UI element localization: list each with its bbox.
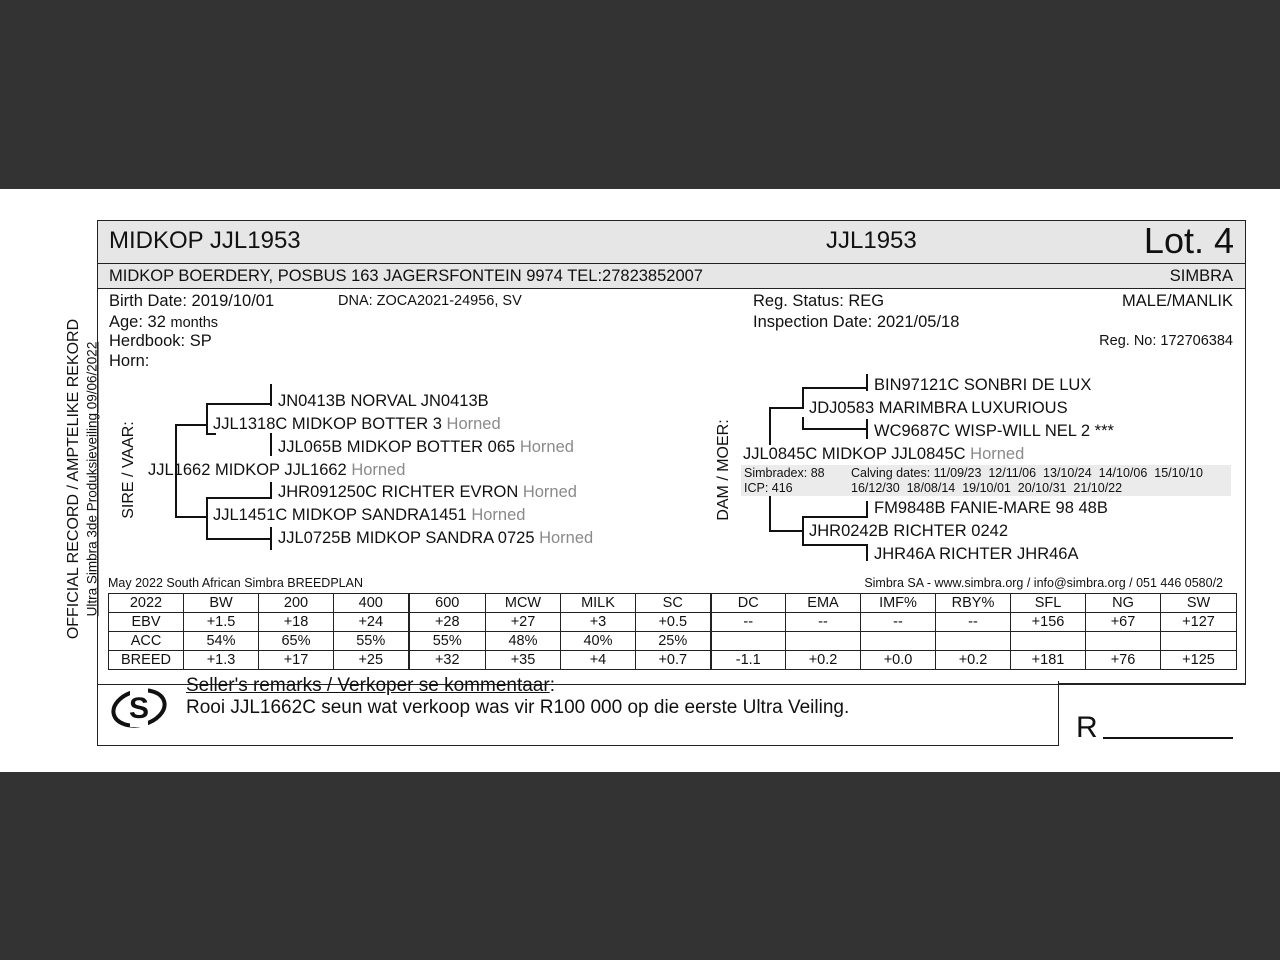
inspection-date: Inspection Date: 2021/05/18: [753, 313, 960, 331]
sds-name: JHR091250C RICHTER EVRON: [278, 483, 519, 501]
ebv-cell: +0.2: [936, 651, 1011, 670]
reg-status: Reg. Status: REG: [753, 292, 885, 310]
age-value: 32: [147, 313, 166, 331]
dam-name: JJL0845C MIDKOP JJL0845C: [743, 445, 966, 463]
sdd-name: JJL0725B MIDKOP SANDRA 0725: [278, 529, 535, 547]
ebv-cell: +67: [1086, 613, 1161, 632]
ebv-header-cell: 200: [259, 594, 334, 613]
ebv-row: [109, 651, 1237, 670]
ebv-cell: -1.1: [711, 651, 786, 670]
ss-horn: Horned: [446, 415, 501, 433]
sdd-horn: Horned: [539, 529, 594, 547]
ebv-cell: +25: [334, 651, 409, 670]
lot-number: Lot. 4: [1143, 220, 1234, 261]
pedigree-dd: JHR0242B RICHTER 0242: [809, 522, 1008, 540]
pedigree-sdd: [278, 529, 593, 548]
contact-caption: Simbra SA - www.simbra.org / info@simbra.org / 051 446 0580/2: [864, 576, 1223, 590]
age-label: Age:: [109, 313, 143, 331]
ebv-cell: +3: [561, 613, 636, 632]
price-symbol: R: [1076, 711, 1098, 744]
ebv-cell: +127: [1161, 613, 1237, 632]
ss-name: JJL1318C MIDKOP BOTTER 3: [213, 415, 442, 433]
ebv-cell: [936, 632, 1011, 651]
pedigree-ssd: [278, 438, 574, 457]
birth-date: [109, 292, 274, 311]
pedigree-sire: [148, 461, 405, 480]
ebv-header-cell: SW: [1161, 594, 1237, 613]
sire-name: JJL1662 MIDKOP JJL1662: [148, 461, 347, 479]
dna-info: DNA: ZOCA2021-24956, SV: [338, 293, 522, 309]
ebv-cell: +18: [259, 613, 334, 632]
ebv-cell: BREED: [109, 651, 184, 670]
ebv-cell: +1.5: [184, 613, 259, 632]
ebv-cell: +0.2: [786, 651, 861, 670]
ebv-cell: +76: [1086, 651, 1161, 670]
herdbook: Herdbook: SP: [109, 332, 212, 350]
ebv-header-row: [109, 594, 1237, 613]
pedigree-dsd: WC9687C WISP-WILL NEL 2 ***: [874, 422, 1114, 440]
ebv-cell: 48%: [486, 632, 561, 651]
ebv-row: [109, 632, 1237, 651]
ebv-cell: --: [936, 613, 1011, 632]
sd-horn: Horned: [471, 506, 526, 524]
simbra-logo: [110, 685, 168, 729]
animal-code: JJL1953: [826, 227, 917, 254]
ebv-cell: --: [861, 613, 936, 632]
ebv-header-cell: EMA: [786, 594, 861, 613]
horn-status: Horn:: [109, 352, 150, 370]
remarks-text: Rooi JJL1662C seun wat verkoop was vir R100 000 op die eerste Ultra Veiling.: [186, 697, 850, 718]
ebv-header-cell: MCW: [486, 594, 561, 613]
simbradex: Simbradex: 88: [744, 466, 825, 480]
ebv-cell: 55%: [334, 632, 409, 651]
logo-letter: S: [128, 692, 150, 725]
dam-label: DAM / MOER:: [715, 419, 732, 521]
official-record-label: OFFICIAL RECORD / AMPTELIKE REKORD: [65, 318, 82, 640]
remarks-colon: :: [549, 675, 555, 696]
breedplan-caption: May 2022 South African Simbra BREEDPLAN: [108, 576, 363, 590]
pedigree-sss: JN0413B NORVAL JN0413B: [278, 392, 489, 410]
ebv-header-cell: MILK: [561, 594, 636, 613]
ebv-cell: +156: [1011, 613, 1086, 632]
ebv-header-cell: SFL: [1011, 594, 1086, 613]
ebv-cell: 55%: [409, 632, 486, 651]
ebv-cell: 40%: [561, 632, 636, 651]
ebv-header-cell: 400: [334, 594, 409, 613]
pedigree-dds: FM9848B FANIE-MARE 98 48B: [874, 499, 1108, 517]
ebv-header-cell: SC: [636, 594, 711, 613]
ebv-header-cell: 600: [409, 594, 486, 613]
ebv-cell: +0.0: [861, 651, 936, 670]
ebv-cell: 25%: [636, 632, 711, 651]
ebv-cell: [786, 632, 861, 651]
pedigree-sds: [278, 483, 577, 502]
sds-horn: Horned: [522, 483, 577, 501]
breed-name: SIMBRA: [1169, 267, 1233, 285]
calving-dates-2: 16/12/30 18/08/14 19/10/01 20/10/31 21/10/22: [851, 481, 1123, 495]
ebv-cell: +27: [486, 613, 561, 632]
birth-label: Birth Date:: [109, 292, 187, 310]
ebv-cell: +4: [561, 651, 636, 670]
ebv-cell: 65%: [259, 632, 334, 651]
pedigree-sd: [213, 506, 525, 525]
remarks-title: [186, 675, 555, 697]
ebv-header-cell: NG: [1086, 594, 1161, 613]
age: [109, 313, 218, 332]
breeder-line: MIDKOP BOERDERY, POSBUS 163 JAGERSFONTEIN 9974 TEL:27823852007: [109, 267, 703, 285]
ebv-cell: 54%: [184, 632, 259, 651]
sire-label: SIRE / VAAR:: [120, 421, 137, 519]
ebv-cell: +35: [486, 651, 561, 670]
ebv-header-cell: DC: [711, 594, 786, 613]
ebv-cell: [1011, 632, 1086, 651]
ebv-header-cell: BW: [184, 594, 259, 613]
ebv-cell: EBV: [109, 613, 184, 632]
ebv-header-cell: RBY%: [936, 594, 1011, 613]
ebv-table: [108, 593, 1237, 670]
ssd-horn: Horned: [519, 438, 574, 456]
ebv-cell: [861, 632, 936, 651]
catalog-sheet: [0, 189, 1280, 772]
remarks-title-text: Seller's remarks / Verkoper se kommentaar: [186, 675, 550, 696]
sire-horn: Horned: [351, 461, 406, 479]
ebv-cell: +125: [1161, 651, 1237, 670]
ebv-cell: --: [786, 613, 861, 632]
price-frame: [1058, 683, 1246, 684]
pedigree-ds: JDJ0583 MARIMBRA LUXURIOUS: [809, 399, 1068, 417]
ebv-cell: --: [711, 613, 786, 632]
animal-name: MIDKOP JJL1953: [109, 227, 301, 254]
birth-value: 2019/10/01: [191, 292, 275, 310]
sex: MALE/MANLIK: [1122, 292, 1233, 310]
pedigree-ss: [213, 415, 501, 434]
ebv-cell: [1161, 632, 1237, 651]
ebv-header-cell: 2022: [109, 594, 184, 613]
ebv-cell: +28: [409, 613, 486, 632]
ebv-cell: [1086, 632, 1161, 651]
pedigree-ddd: JHR46A RICHTER JHR46A: [874, 545, 1079, 563]
ebv-cell: +181: [1011, 651, 1086, 670]
price-input-line[interactable]: [1103, 737, 1233, 739]
ebv-cell: +1.3: [184, 651, 259, 670]
ebv-cell: [711, 632, 786, 651]
ebv-cell: +0.5: [636, 613, 711, 632]
ebv-header-cell: IMF%: [861, 594, 936, 613]
reg-number: Reg. No: 172706384: [1099, 333, 1233, 349]
ebv-cell: +0.7: [636, 651, 711, 670]
sd-name: JJL1451C MIDKOP SANDRA1451: [213, 506, 467, 524]
dam-horn: Horned: [970, 445, 1025, 463]
ebv-cell: +24: [334, 613, 409, 632]
pedigree-dam: [743, 445, 1024, 464]
ebv-cell: +17: [259, 651, 334, 670]
pedigree-dss: BIN97121C SONBRI DE LUX: [874, 376, 1092, 394]
ebv-cell: +32: [409, 651, 486, 670]
ssd-name: JJL065B MIDKOP BOTTER 065: [278, 438, 516, 456]
ebv-row: [109, 613, 1237, 632]
ebv-cell: ACC: [109, 632, 184, 651]
age-unit: months: [170, 315, 219, 331]
calving-dates-1: Calving dates: 11/09/23 12/11/06 13/10/24 14/10/06 15/10/10: [851, 466, 1203, 480]
icp: ICP: 416: [744, 481, 793, 495]
sale-label: Ultra Simbra 3de Produksieveiling 09/06/2022: [84, 341, 100, 617]
